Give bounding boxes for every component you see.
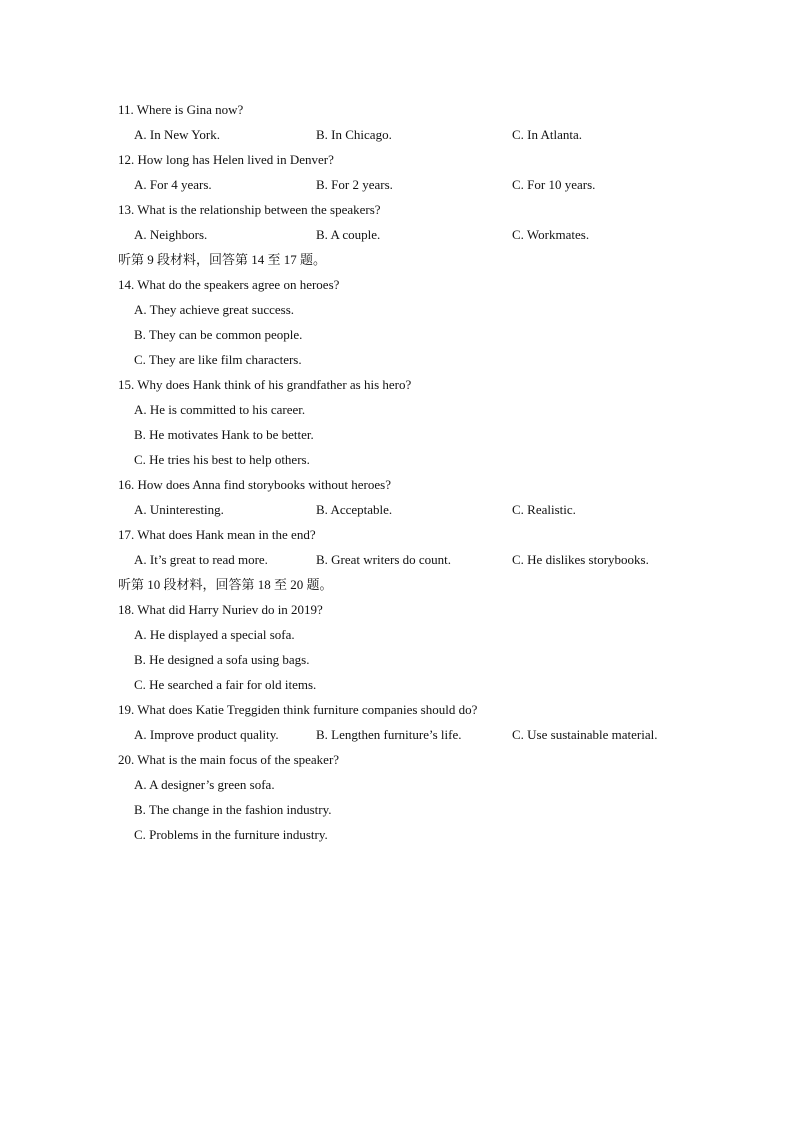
question-text: 16. How does Anna find storybooks without heroes? [118, 477, 391, 492]
answer-option: B. In Chicago. [316, 127, 392, 142]
option-row [118, 547, 738, 572]
question-text: 19. What does Katie Treggiden think furniture companies should do? [118, 702, 478, 717]
option-row [118, 222, 738, 247]
answer-option: B. Acceptable. [316, 502, 393, 517]
answer-option: C. He tries his best to help others. [134, 452, 310, 467]
answer-option: B. They can be common people. [134, 327, 303, 342]
answer-option: B. For 2 years. [316, 177, 393, 192]
answer-option: A. In New York. [134, 127, 220, 142]
section-instruction: 听第 10 段材料，回答第 18 至 20 题。 [118, 577, 333, 592]
answer-option: C. Realistic. [512, 502, 576, 517]
answer-option: B. The change in the fashion industry. [134, 802, 332, 817]
question-text: 17. What does Hank mean in the end? [118, 527, 316, 542]
answer-option: C. For 10 years. [512, 177, 596, 192]
answer-option: A. He displayed a special sofa. [134, 627, 295, 642]
answer-option: A. Improve product quality. [134, 727, 279, 742]
question-text: 15. Why does Hank think of his grandfather as his hero? [118, 377, 412, 392]
answer-option: A. For 4 years. [134, 177, 212, 192]
question-text: 18. What did Harry Nuriev do in 2019? [118, 602, 323, 617]
answer-option: A. He is committed to his career. [134, 402, 306, 417]
option-row [118, 122, 738, 147]
answer-option: C. He searched a fair for old items. [134, 677, 317, 692]
exam-content [118, 97, 738, 847]
answer-option: A. It’s great to read more. [134, 552, 268, 567]
answer-option: C. In Atlanta. [512, 127, 583, 142]
answer-option: C. They are like film characters. [134, 352, 302, 367]
option-row [118, 497, 738, 522]
answer-option: A. A designer’s green sofa. [134, 777, 275, 792]
question-text: 20. What is the main focus of the speaker? [118, 752, 340, 767]
answer-option: C. Problems in the furniture industry. [134, 827, 328, 842]
option-row [118, 172, 738, 197]
answer-option: B. A couple. [316, 227, 381, 242]
option-row [118, 722, 738, 747]
answer-option: A. They achieve great success. [134, 302, 295, 317]
question-text: 13. What is the relationship between the speakers? [118, 202, 381, 217]
answer-option: A. Uninteresting. [134, 502, 224, 517]
answer-option: B. He motivates Hank to be better. [134, 427, 314, 442]
answer-option: C. He dislikes storybooks. [512, 552, 649, 567]
question-text: 12. How long has Helen lived in Denver? [118, 152, 334, 167]
section-instruction: 听第 9 段材料，回答第 14 至 17 题。 [118, 252, 327, 267]
question-text: 14. What do the speakers agree on heroes? [118, 277, 340, 292]
answer-option: C. Use sustainable material. [512, 727, 658, 742]
question-text: 11. Where is Gina now? [118, 102, 244, 117]
answer-option: A. Neighbors. [134, 227, 208, 242]
answer-option: B. Great writers do count. [316, 552, 452, 567]
answer-option: B. Lengthen furniture’s life. [316, 727, 462, 742]
answer-option: B. He designed a sofa using bags. [134, 652, 310, 667]
answer-option: C. Workmates. [512, 227, 590, 242]
